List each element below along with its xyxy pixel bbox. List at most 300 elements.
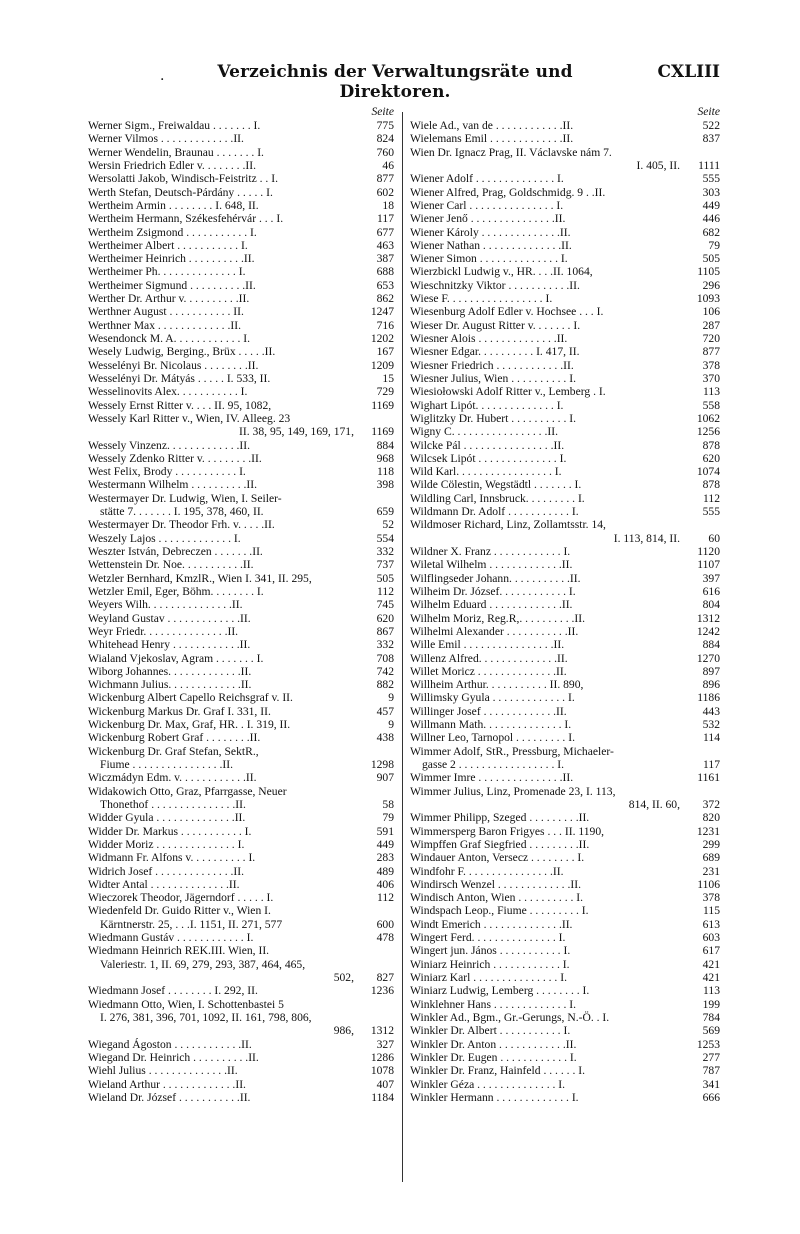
index-entry [410, 1024, 720, 1037]
entry-text: Werner Vilmos . . . . . . . . . . . . .II. [88, 132, 244, 146]
entry-page-number: 1231 [696, 824, 720, 838]
index-entry [88, 851, 394, 864]
index-entry [88, 199, 394, 212]
right-column [410, 104, 720, 1182]
index-entry [410, 305, 720, 318]
index-entry [410, 119, 720, 132]
entry-text: Werthner Max . . . . . . . . . . . . .II. [88, 318, 241, 332]
entry-page-number: 742 [376, 664, 394, 678]
entry-page-number: 1186 [697, 691, 720, 705]
entry-page-number: 760 [376, 145, 394, 159]
index-entry [410, 532, 720, 545]
entry-text: Wimmer Imre . . . . . . . . . . . . . . .II. [410, 771, 574, 785]
entry-text: Willimsky Gyula . . . . . . . . . . . . . I. [410, 691, 575, 705]
entry-page-number: 449 [702, 198, 720, 212]
entry-text: Winkler Dr. Eugen . . . . . . . . . . . . I. [410, 1050, 577, 1064]
seite-label: Seite [371, 105, 394, 118]
entry-text: Widmann Fr. Alfons v. . . . . . . . . . I. [88, 851, 256, 865]
index-entry [88, 372, 394, 385]
entry-text: Winkler Géza . . . . . . . . . . . . . . I. [410, 1077, 566, 1091]
entry-page-number: 199 [702, 997, 720, 1011]
entry-page-number: 1105 [697, 265, 720, 279]
index-entry [410, 146, 720, 159]
index-entry [88, 452, 394, 465]
entry-page-number: 1120 [697, 545, 720, 558]
entry-page-number: 867 [376, 624, 394, 638]
entry-page-number: 299 [702, 837, 720, 851]
entry-page-number: 1253 [696, 1037, 720, 1051]
entry-page-number: 716 [376, 318, 394, 332]
entry-page-number: 397 [702, 571, 720, 585]
entry-text: Willmann Math. . . . . . . . . . . . . . I. [410, 718, 572, 732]
index-entry [88, 385, 394, 398]
index-entry [410, 638, 720, 651]
entry-text: Wickenburg Markus Dr. Graf I. 331, II. [88, 704, 271, 718]
index-entry [88, 798, 394, 811]
entry-page-number: 1270 [696, 651, 720, 665]
entry-text: Weyers Wilh. . . . . . . . . . . . . . .II. [88, 598, 243, 612]
entry-text: Wilhelm Moriz, Reg.R,. . . . . . . . . .II. [410, 611, 586, 625]
page-number: CXLIII [657, 62, 720, 82]
entry-text: Wesselényi Br. Nicolaus . . . . . . . .II. [88, 358, 259, 372]
entry-text: Wilhelmi Alexander . . . . . . . . . . .II. [410, 624, 579, 638]
index-entry [410, 279, 720, 292]
entry-page-number: 666 [702, 1090, 720, 1104]
entry-page-number: 620 [702, 451, 720, 465]
index-entry [410, 865, 720, 878]
entry-page-number: 378 [702, 891, 720, 905]
entry-page-number: 303 [702, 185, 720, 199]
entry-page-number: 784 [702, 1010, 720, 1024]
index-entry [88, 865, 394, 878]
index-entry [88, 811, 394, 824]
entry-page-number: 555 [702, 505, 720, 519]
entry-page-number: 478 [376, 931, 394, 945]
entry-text: Wettenstein Dr. Noe. . . . . . . . . . .II. [88, 558, 254, 572]
index-entry [410, 878, 720, 891]
index-entry [410, 652, 720, 665]
entry-page-number: 118 [377, 465, 394, 479]
index-entry [410, 731, 720, 744]
entry-text: Wiborg Johannes. . . . . . . . . . . . .II. [88, 664, 252, 678]
entry-text: Wertheim Zsigmond . . . . . . . . . . . I. [88, 225, 257, 239]
entry-text: I. 113, 814, II. [613, 531, 680, 545]
entry-text: Widder Gyula . . . . . . . . . . . . . .II. [88, 811, 246, 825]
entry-page-number: 1312 [370, 1024, 394, 1038]
entry-text: Winkler Dr. Anton . . . . . . . . . . . .II. [410, 1037, 577, 1051]
entry-text: Wieczorek Theodor, Jägerndorf . . . . . I. [88, 891, 274, 905]
entry-page-number [680, 518, 720, 531]
entry-text: Wildner X. Franz . . . . . . . . . . . . I. [410, 545, 571, 558]
index-entry [88, 771, 394, 784]
entry-page-number: 616 [702, 584, 720, 598]
index-entry [410, 904, 720, 917]
entry-page-number: 1298 [370, 758, 394, 771]
entry-text: Wesselényi Dr. Mátyás . . . . . I. 533, II. [88, 371, 271, 385]
index-entry [410, 319, 720, 332]
entry-text: I. 276, 381, 396, 701, 1092, II. 161, 798, 806, [100, 1010, 312, 1024]
entry-page-number [354, 1011, 394, 1024]
entry-text: Wille Emil . . . . . . . . . . . . . . . .II. [410, 638, 565, 652]
entry-text: Wilcsek Lipót . . . . . . . . . . . . . . I. [410, 451, 567, 465]
entry-text: Wild Karl. . . . . . . . . . . . . . . . . I. [410, 465, 562, 479]
entry-text: Wiener Nathan . . . . . . . . . . . . . .II. [410, 238, 572, 252]
entry-text: Wingert jun. János . . . . . . . . . . . I. [410, 944, 571, 958]
index-entry [410, 425, 720, 438]
index-entry [88, 891, 394, 904]
index-entry [410, 212, 720, 225]
index-entry [88, 878, 394, 891]
entry-page-number: 653 [376, 278, 394, 292]
index-entry [410, 811, 720, 824]
index-entry [410, 758, 720, 771]
index-entry [88, 132, 394, 145]
index-entry [410, 159, 720, 172]
index-entry [410, 612, 720, 625]
entry-page-number: 688 [376, 265, 394, 279]
entry-page-number: 112 [377, 584, 394, 598]
entry-page-number: 372 [702, 797, 720, 811]
entry-page-number [354, 958, 394, 971]
entry-page-number: 277 [702, 1050, 720, 1064]
index-entry [88, 239, 394, 252]
entry-page-number: 167 [376, 345, 394, 359]
entry-page-number: 113 [703, 984, 720, 998]
entry-page-number: 332 [376, 638, 394, 652]
index-entry [410, 691, 720, 704]
entry-text: Wiesner Julius, Wien . . . . . . . . . . I. [410, 371, 576, 385]
entry-page-number: 677 [376, 225, 394, 239]
index-entry [410, 891, 720, 904]
index-entry [410, 492, 720, 505]
entry-text: Wiele Ad., van de . . . . . . . . . . . .II. [410, 119, 574, 132]
index-entry [88, 745, 394, 758]
entry-text: Wiener Simon . . . . . . . . . . . . . . I. [410, 252, 568, 266]
index-entry [88, 172, 394, 185]
entry-page-number: 1106 [697, 877, 720, 891]
index-entry [410, 718, 720, 731]
index-entry [410, 518, 720, 531]
entry-page-number: 421 [702, 971, 720, 984]
index-entry [88, 598, 394, 611]
entry-page-number: 708 [376, 651, 394, 665]
entry-page-number: 505 [702, 252, 720, 266]
entry-text: Widter Antal . . . . . . . . . . . . . .II. [88, 877, 240, 891]
entry-page-number: 613 [702, 917, 720, 931]
index-entry [88, 1064, 394, 1077]
entry-page-number: 112 [703, 491, 720, 505]
index-entry [410, 172, 720, 185]
entry-page-number: 882 [376, 678, 394, 692]
entry-page-number: 522 [702, 119, 720, 132]
entry-text: Wertheimer Heinrich . . . . . . . . . .II. [88, 252, 255, 266]
entry-text: Wilde Cölestin, Wegstädtl . . . . . . . I. [410, 478, 582, 492]
index-entry [88, 279, 394, 292]
entry-text: Wieser Dr. August Ritter v. . . . . . . I. [410, 318, 581, 332]
entry-text: West Felix, Brody . . . . . . . . . . . I. [88, 465, 246, 479]
entry-text: Wiesner Edgar. . . . . . . . . . I. 417, II. [410, 345, 580, 359]
entry-page-number: 689 [702, 851, 720, 865]
entry-text: Wiczmádyn Edm. v. . . . . . . . . . . .II. [88, 771, 257, 785]
entry-text: Wickenburg Robert Graf . . . . . . . .II. [88, 731, 261, 745]
index-entry [410, 971, 720, 984]
entry-text: Wiener Adolf . . . . . . . . . . . . . . I. [410, 172, 564, 186]
index-entry [410, 944, 720, 957]
entry-text: Wickenburg Albert Capello Reichsgraf v. II. [88, 691, 293, 705]
entry-page-number: 489 [376, 864, 394, 878]
entry-page-number: 820 [702, 811, 720, 825]
entry-text: Wesendonck M. A. . . . . . . . . . . . I. [88, 332, 251, 345]
entry-page-number [354, 998, 394, 1011]
entry-text: Wessely Karl Ritter v., Wien, IV. Alleeg. 23 [88, 411, 291, 425]
seite-header-left [88, 104, 394, 119]
right-entry-list [410, 119, 720, 1104]
index-entry [410, 1051, 720, 1064]
entry-page-number: 907 [376, 771, 394, 785]
entry-page-number [354, 944, 394, 957]
entry-text: Willheim Arthur. . . . . . . . . . . II. 890, [410, 678, 584, 692]
entry-text: Widakowich Otto, Graz, Pfarrgasse, Neuer [88, 784, 287, 798]
entry-text: Westermayer Dr. Theodor Frh. v. . . . .II. [88, 518, 275, 532]
header-dot: · [160, 72, 165, 88]
index-entry [410, 598, 720, 611]
entry-text: Wiedmann Gustáv . . . . . . . . . . . . I. [88, 931, 254, 945]
index-entry [410, 958, 720, 971]
entry-text: Wiedmann Heinrich REK.III. Wien, II. [88, 944, 270, 958]
entry-text: Weszter István, Debreczen . . . . . . .II. [88, 545, 263, 558]
entry-text: Wertheim Armin . . . . . . . . I. 648, II. [88, 198, 259, 212]
entry-page-number [354, 492, 394, 505]
index-entry [88, 612, 394, 625]
entry-text: Wiesenburg Adolf Edler v. Hochsee . . . I. [410, 305, 604, 319]
entry-text: Wertheim Hermann, Székesfehérvár . . . I. [88, 212, 284, 226]
entry-page-number: 1209 [370, 358, 394, 372]
entry-page-number: 554 [376, 531, 394, 545]
entry-page-number: 443 [702, 704, 720, 718]
entry-text: Wilhelm Eduard . . . . . . . . . . . . .II. [410, 598, 573, 612]
entry-page-number: 862 [376, 292, 394, 306]
entry-page-number: 117 [703, 758, 720, 771]
index-entry [88, 652, 394, 665]
entry-page-number: 897 [702, 664, 720, 678]
entry-text: Windfohr F. . . . . . . . . . . . . . . .II. [410, 864, 564, 878]
entry-text: Wessely Vinzenz. . . . . . . . . . . . .II. [88, 438, 251, 452]
entry-text: Windt Emerich . . . . . . . . . . . . . .II. [410, 917, 573, 931]
entry-text: Wighart Lipót. . . . . . . . . . . . . . I. [410, 398, 564, 412]
entry-text: Wimpffen Graf Siegfried . . . . . . . . .II. [410, 837, 590, 851]
entry-page-number: 569 [702, 1024, 720, 1038]
entry-page-number: 602 [376, 185, 394, 199]
index-entry [88, 944, 394, 957]
index-entry [410, 558, 720, 571]
index-entry [410, 199, 720, 212]
entry-text: Werth Stefan, Deutsch-Párdány . . . . . I. [88, 185, 273, 199]
entry-page-number: 1074 [696, 465, 720, 479]
left-column [88, 104, 394, 1182]
index-entry [410, 798, 720, 811]
index-entry [88, 226, 394, 239]
entry-page-number: 1169 [371, 425, 394, 439]
entry-text: Werner Wendelin, Braunau . . . . . . . I. [88, 145, 264, 159]
entry-text: Wiegand Dr. Heinrich . . . . . . . . . .II. [88, 1050, 259, 1064]
entry-page-number: 1078 [370, 1064, 394, 1078]
entry-page-number: 113 [703, 385, 720, 399]
entry-page-number: 787 [702, 1064, 720, 1078]
entry-page-number: 1312 [696, 611, 720, 625]
entry-page-number: 378 [702, 358, 720, 372]
index-entry [410, 399, 720, 412]
entry-text: Thonethof . . . . . . . . . . . . . . .II. [100, 797, 246, 811]
entry-text: Wiedenfeld Dr. Guido Ritter v., Wien I. [88, 904, 271, 918]
entry-page-number: 296 [702, 278, 720, 292]
entry-text: Wetzler Emil, Eger, Böhm. . . . . . . . I. [88, 584, 264, 598]
entry-text: Wertheimer Ph. . . . . . . . . . . . . . I. [88, 265, 246, 279]
entry-page-number: 555 [702, 172, 720, 186]
index-entry [88, 691, 394, 704]
entry-text: Wiesiołowski Adolf Ritter v., Lemberg . I. [410, 385, 606, 399]
entry-text: Wessely Zdenko Ritter v. . . . . . . . .II. [88, 451, 262, 465]
entry-text: Wieschnitzky Viktor . . . . . . . . . . .II. [410, 278, 580, 292]
entry-page-number: 18 [382, 198, 394, 212]
entry-text: Wimmer Adolf, StR., Pressburg, Michaeler- [410, 744, 614, 758]
entry-page-number: 1184 [371, 1090, 394, 1104]
index-entry [88, 904, 394, 917]
index-entry [88, 345, 394, 358]
index-entry [88, 425, 394, 438]
index-entry [88, 1011, 394, 1024]
entry-page-number: 682 [702, 225, 720, 239]
index-entry [88, 505, 394, 518]
index-entry [88, 319, 394, 332]
index-entry [410, 665, 720, 678]
entry-text: Winkler Ad., Bgm., Gr.-Gerungs, N.-Ö. . I. [410, 1010, 610, 1024]
entry-text: Werner Sigm., Freiwaldau . . . . . . . I. [88, 119, 261, 132]
entry-text: Widder Moriz . . . . . . . . . . . . . . I. [88, 837, 245, 851]
index-entry [410, 226, 720, 239]
index-entry [410, 851, 720, 864]
entry-text: Widder Dr. Markus . . . . . . . . . . . I. [88, 824, 252, 838]
entry-page-number: 15 [382, 371, 394, 385]
entry-text: Wieland Arthur . . . . . . . . . . . . .II. [88, 1077, 246, 1091]
entry-text: Wielemans Emil . . . . . . . . . . . . .II. [410, 132, 574, 146]
entry-page-number: 332 [376, 545, 394, 558]
entry-text: Wiglitzky Dr. Hubert . . . . . . . . . . I. [410, 411, 577, 425]
index-entry [410, 572, 720, 585]
entry-text: Wesselinovits Alex. . . . . . . . . . . I. [88, 385, 248, 399]
entry-text: Wiegand Ágoston . . . . . . . . . . . .II. [88, 1037, 252, 1051]
index-entry [88, 971, 394, 984]
entry-page-number: 1247 [370, 305, 394, 319]
entry-page-number: 804 [702, 598, 720, 612]
entry-text: Windirsch Wenzel . . . . . . . . . . . . .II. [410, 877, 581, 891]
entry-text: Wessely Ernst Ritter v. . . . II. 95, 1082, [88, 398, 272, 412]
entry-page-number: 1169 [371, 398, 394, 412]
index-entry [88, 785, 394, 798]
entry-text: Wiehl Julius . . . . . . . . . . . . . .II. [88, 1064, 238, 1078]
entry-page-number: 341 [702, 1077, 720, 1091]
index-entry [88, 305, 394, 318]
entry-text: Wickenburg Dr. Max, Graf, HR. . I. 319, II. [88, 718, 291, 732]
entry-page-number [680, 146, 720, 159]
index-entry [410, 186, 720, 199]
entry-text: Wigny C. . . . . . . . . . . . . . . . .II. [410, 425, 558, 439]
index-entry [88, 625, 394, 638]
index-entry [88, 984, 394, 997]
entry-page-number: 1286 [370, 1050, 394, 1064]
entry-page-number: 824 [376, 132, 394, 146]
entry-page-number [680, 745, 720, 758]
entry-page-number: 603 [702, 931, 720, 945]
entry-page-number: 1256 [696, 425, 720, 439]
index-entry [88, 532, 394, 545]
entry-text: Wiener Károly . . . . . . . . . . . . . .II. [410, 225, 571, 239]
entry-text: Wierzbickl Ludwig v., HR. . . .II. 1064, [410, 265, 593, 279]
entry-text: Wiedmann Otto, Wien, I. Schottenbastei 5 [88, 997, 284, 1011]
entry-page-number: 620 [376, 611, 394, 625]
index-entry [88, 705, 394, 718]
entry-page-number: 1107 [697, 558, 720, 572]
index-entry [88, 159, 394, 172]
index-entry [410, 1011, 720, 1024]
index-entry [410, 292, 720, 305]
entry-text: Windisch Anton, Wien . . . . . . . . . . I. [410, 891, 584, 905]
index-entry [88, 186, 394, 199]
entry-text: Wetzler Bernhard, KmzlR., Wien I. 341, II. 295, [88, 571, 312, 585]
entry-text: Wiesner Alois . . . . . . . . . . . . . .II. [410, 332, 568, 345]
entry-page-number: 112 [377, 891, 394, 905]
entry-text: Winkler Hermann . . . . . . . . . . . . . I. [410, 1090, 579, 1104]
index-entry [410, 1064, 720, 1077]
page-header [0, 58, 800, 102]
index-entry [88, 1038, 394, 1051]
entry-page-number: 58 [382, 797, 394, 811]
index-entry [410, 332, 720, 345]
index-entry [410, 239, 720, 252]
entry-text: Winklehner Hans . . . . . . . . . . . . . I. [410, 997, 577, 1011]
entry-text: Wiletal Wilhelm . . . . . . . . . . . . .II. [410, 558, 573, 572]
entry-page-number: 968 [376, 451, 394, 465]
entry-text: Westermann Wilhelm . . . . . . . . . .II. [88, 478, 258, 492]
index-entry [88, 931, 394, 944]
index-entry [88, 718, 394, 731]
entry-text: gasse 2 . . . . . . . . . . . . . . . . . I. [422, 758, 565, 771]
index-entry [410, 705, 720, 718]
index-entry [410, 625, 720, 638]
entry-page-number: 558 [702, 398, 720, 412]
seite-label: Seite [697, 105, 720, 118]
entry-text: Wimmersperg Baron Frigyes . . . II. 1190, [410, 824, 605, 838]
entry-page-number: 1062 [696, 411, 720, 425]
index-entry [410, 412, 720, 425]
entry-page-number: 1236 [370, 984, 394, 998]
entry-text: 814, II. 60, [628, 797, 680, 811]
index-entry [410, 359, 720, 372]
entry-text: Wilflingseder Johann. . . . . . . . . . .II. [410, 571, 581, 585]
index-entry [88, 1078, 394, 1091]
index-entry [88, 146, 394, 159]
entry-page-number: 1242 [696, 624, 720, 638]
index-entry [410, 1038, 720, 1051]
index-entry [88, 825, 394, 838]
entry-page-number: 115 [703, 904, 720, 918]
entry-page-number: 407 [376, 1077, 394, 1091]
entry-page-number: 505 [376, 571, 394, 585]
index-entry [410, 918, 720, 931]
index-entry [410, 465, 720, 478]
entry-text: Wertheimer Albert . . . . . . . . . . . I. [88, 238, 248, 252]
entry-text: Wimmer Julius, Linz, Promenade 23, I. 113, [410, 784, 616, 798]
entry-text: Winkler Dr. Albert . . . . . . . . . . . I. [410, 1024, 571, 1038]
